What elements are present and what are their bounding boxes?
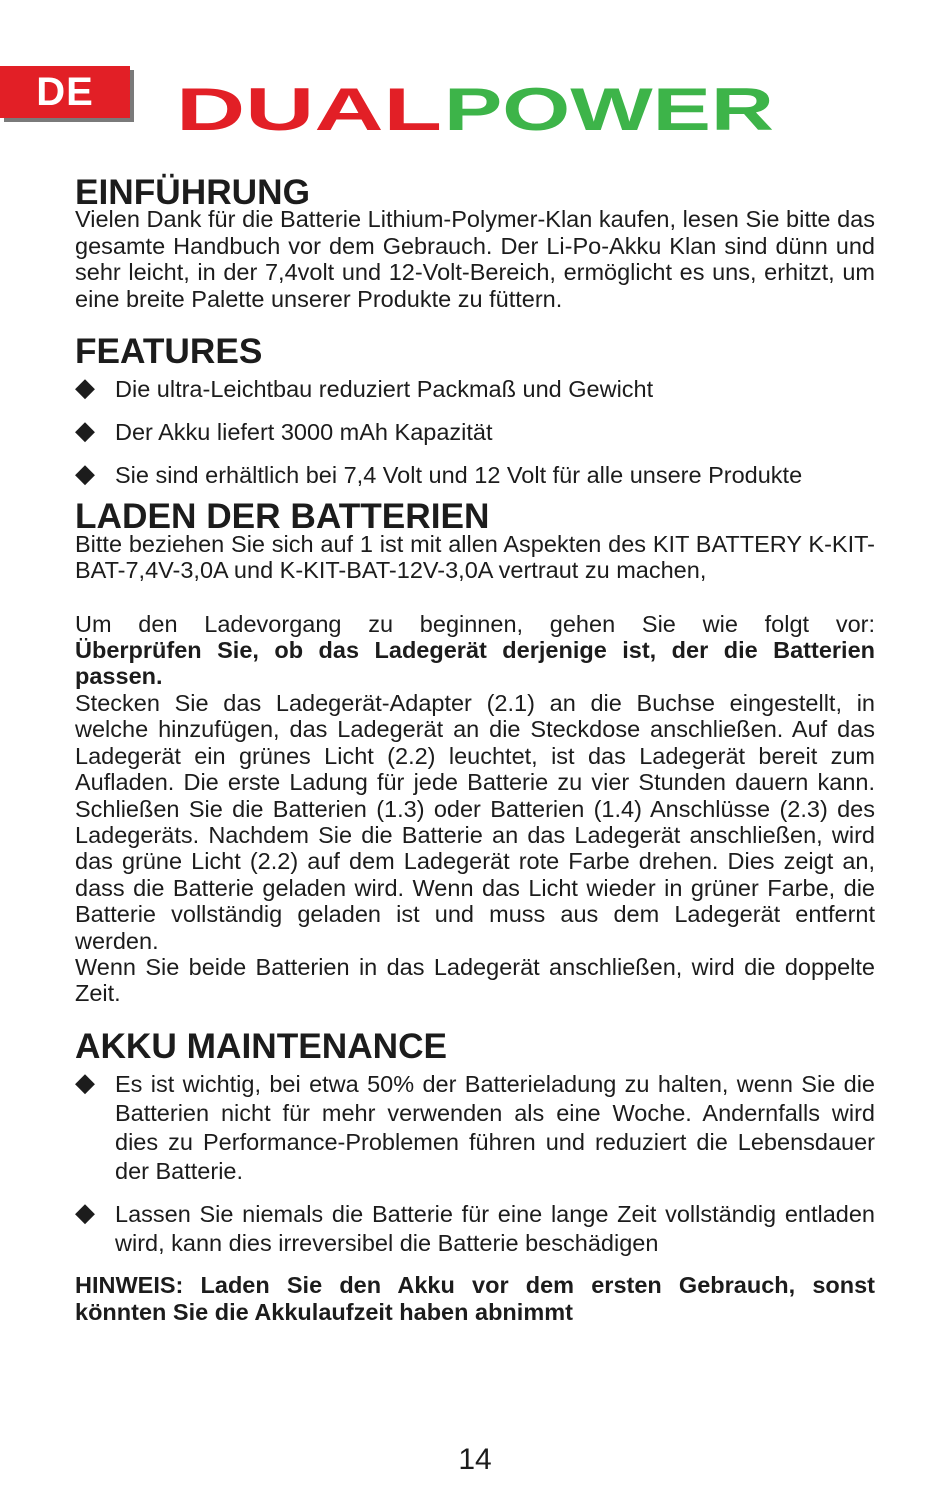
maintenance-heading: AKKU MAINTENANCE [75, 1026, 448, 1066]
list-item [75, 1197, 875, 1258]
feature-text: Sie sind erhältlich bei 7,4 Volt und 12 Volt für alle unsere Produkte [115, 462, 803, 489]
diamond-bullet-icon: ◆ [75, 372, 95, 403]
list-item [75, 415, 875, 447]
charging-instructions: Stecken Sie das Ladegerät-Adapter (2.1) an die Buchse eingestellt, in welche hinzufügen, das Ladegerät an die Steckdose anschließen. Auf das Ladegerät ein grünes Licht (2.2) leuchtet, ist das Ladegerät bereit zum Aufladen. Die erste Ladung für jede Batterie zu vier Stunden dauern kann. Schließen Sie die Batterien (1.3) oder Batterien (1.4) Anschlüsse (2.3) des Ladegeräts. Nachdem Sie die Batterie an das Ladegerät anschließen, wird das grüne Licht (2.2) auf dem Ladegerät rote Farbe drehen. Dies zeigt an, dass die Batterie geladen wird. Wenn das Licht wieder in grüner Farbe, die Batterie vollständig geladen ist und muss aus dem Ladegerät entfernt werden. [75, 689, 875, 954]
feature-text: Die ultra-Leichtbau reduziert Packmaß und Gewicht [115, 376, 654, 403]
manual-content [75, 173, 875, 1325]
intro-heading: EINFÜHRUNG [75, 173, 310, 212]
charging-both-batteries: Wenn Sie beide Batterien in das Ladegerät anschließen, wird die doppelte Zeit. [75, 953, 875, 1007]
diamond-bullet-icon: ◆ [75, 415, 95, 446]
list-item [75, 1067, 875, 1186]
list-item [75, 458, 875, 490]
maintenance-list [75, 1067, 875, 1258]
dualpower-logo [176, 82, 776, 136]
charging-intro: Bitte beziehen Sie sich auf 1 ist mit allen Aspekten des KIT BATTERY K-KIT-BAT-7,4V-3,0A und K-KIT-BAT-12V-3,0A vertraut zu machen, [75, 530, 875, 584]
brand-name-dual: DUAL [176, 82, 442, 136]
features-list [75, 372, 875, 490]
charging-heading: LADEN DER BATTERIEN [75, 497, 490, 537]
diamond-bullet-icon: ◆ [75, 1067, 95, 1098]
charging-steps-intro: Um den Ladevorgang zu beginnen, gehen Sie wie folgt vor: [75, 610, 875, 637]
diamond-bullet-icon: ◆ [75, 1197, 95, 1228]
maintenance-text: Lassen Sie niemals die Batterie für eine lange Zeit vollständig entladen wird, kann dies irreversibel die Batterie beschädigen [115, 1201, 875, 1257]
charging-check: Überprüfen Sie, ob das Ladegerät derjenige ist, der die Batterien passen. [75, 637, 875, 690]
note-text: HINWEIS: Laden Sie den Akku vor dem ersten Gebrauch, sonst könnten Sie die Akkulaufzeit haben abnimmt [75, 1272, 875, 1325]
features-heading: FEATURES [75, 332, 263, 372]
feature-text: Der Akku liefert 3000 mAh Kapazität [115, 419, 493, 446]
brand-name-power: POWER [444, 82, 774, 136]
language-badge: DE [0, 66, 130, 118]
page-number: 14 [458, 1443, 492, 1476]
maintenance-text: Es ist wichtig, bei etwa 50% der Batterieladung zu halten, wenn Sie die Batterien nicht für mehr verwenden als eine Woche. Andernfalls wird dies zu Performance-Problemen führen und reduziert die Lebensdauer der Batterie. [115, 1071, 875, 1185]
diamond-bullet-icon: ◆ [75, 458, 95, 489]
list-item [75, 372, 875, 404]
intro-text: Vielen Dank für die Batterie Lithium-Polymer-Klan kaufen, lesen Sie bitte das gesamte Handbuch vor dem Gebrauch. Der Li-Po-Akku Klan sind dünn und sehr leicht, in der 7,4volt und 12-Volt-Bereich, ermöglicht es uns, erhitzt, um eine breite Palette unserer Produkte zu füttern. [75, 206, 875, 312]
